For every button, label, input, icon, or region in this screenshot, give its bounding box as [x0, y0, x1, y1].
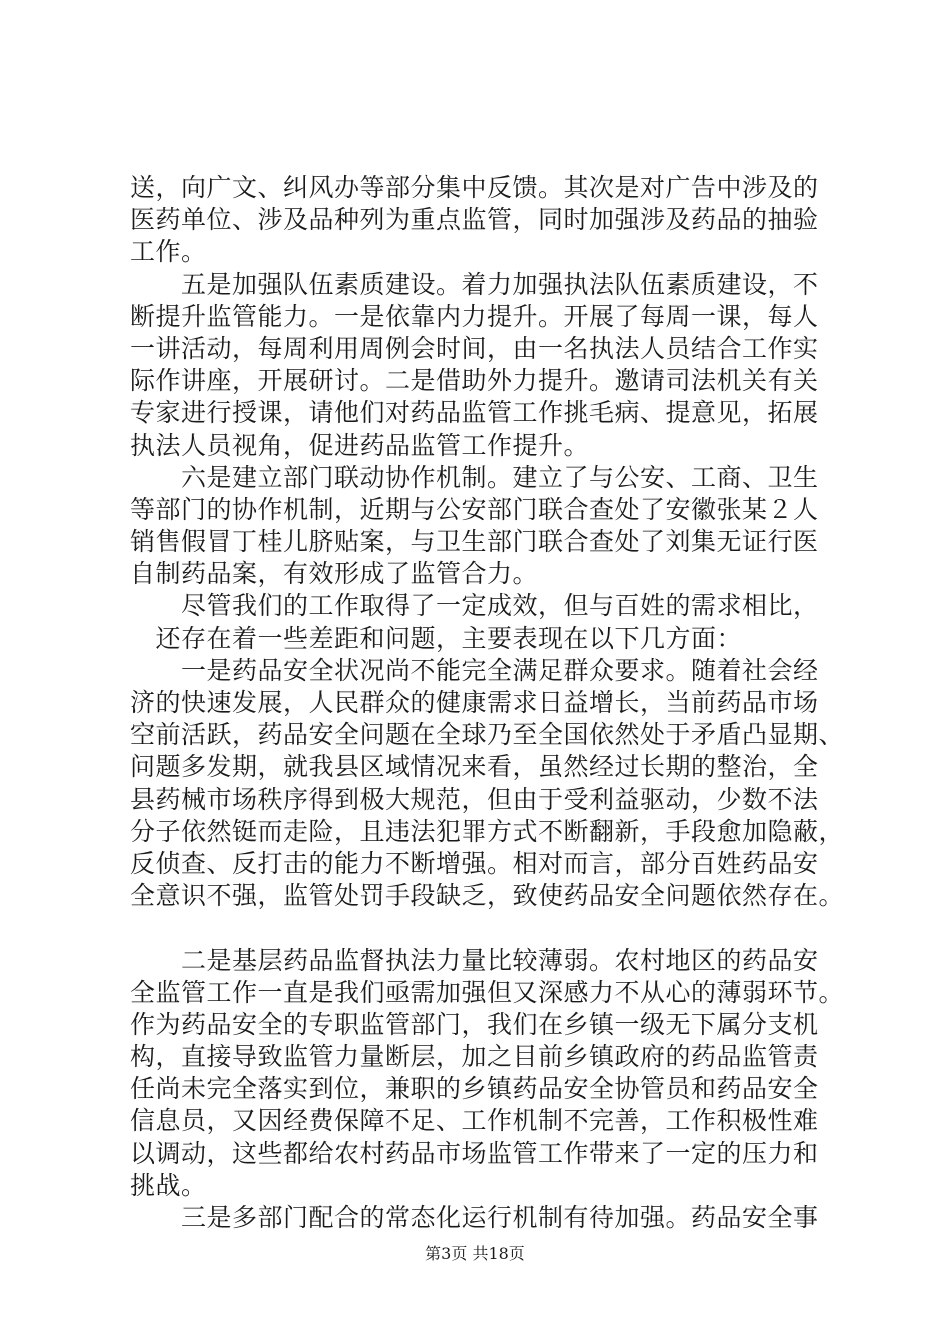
text-line: 医药单位、涉及品种列为重点监管，同时加强涉及药品的抽验: [130, 205, 819, 235]
text-line: 二是基层药品监督执法力量比较薄弱。农村地区的药品安: [130, 945, 819, 975]
text-line: 以调动，这些都给农村药品市场监管工作带来了一定的压力和: [130, 1138, 819, 1168]
text-line: 全意识不强，监管处罚手段缺乏，致使药品安全问题依然存在。: [130, 881, 845, 911]
text-line: 分子依然铤而走险，且违法犯罪方式不断翻新，手段愈加隐蔽，: [130, 816, 845, 846]
page-footer: [0, 1242, 950, 1266]
text-line: 自制药品案，有效形成了监管合力。: [130, 559, 539, 589]
text-line: 反侦查、反打击的能力不断增强。相对而言，部分百姓药品安: [130, 848, 819, 878]
text-line: 还存在着一些差距和问题，主要表现在以下几方面：: [130, 623, 743, 653]
text-line: 济的快速发展，人民群众的健康需求日益增长，当前药品市场: [130, 688, 819, 717]
text-line: 等部门的协作机制，近期与公安部门联合查处了安徽张某２人: [130, 494, 819, 524]
paragraph-gap: [130, 912, 840, 944]
text-line: 信息员，又因经费保障不足、工作机制不完善，工作积极性难: [130, 1106, 819, 1136]
text-line: 尽管我们的工作取得了一定成效，但与百姓的需求相比，: [130, 591, 819, 621]
text-line: 全监管工作一直是我们亟需加强但又深感力不从心的薄弱环节。: [130, 977, 845, 1007]
text-line: 一讲活动，每周利用周例会时间，由一名执法人员结合工作实: [130, 333, 819, 363]
text-line: 空前活跃，药品安全问题在全球乃至全国依然处于矛盾凸显期、: [130, 720, 845, 750]
text-line: 际作讲座，开展研讨。二是借助外力提升。邀请司法机关有关: [130, 366, 819, 396]
text-line: 构，直接导致监管力量断层，加之目前乡镇政府的药品监管责: [130, 1042, 819, 1072]
text-line: 作为药品安全的专职监管部门，我们在乡镇一级无下属分支机: [130, 1009, 819, 1039]
text-line: 执法人员视角，促进药品监管工作提升。: [130, 430, 590, 460]
text-line: 销售假冒丁桂儿脐贴案，与卫生部门联合查处了刘集无证行医: [130, 527, 819, 557]
text-line: 一是药品安全状况尚不能完全满足群众要求。随着社会经: [130, 655, 819, 685]
text-line: 六是建立部门联动协作机制。建立了与公安、工商、卫生: [130, 462, 819, 492]
body-text: [130, 172, 845, 1234]
text-line: 任尚未完全落实到位，兼职的乡镇药品安全协管员和药品安全: [130, 1074, 819, 1104]
text-line: 县药械市场秩序得到极大规范，但由于受利益驱动，少数不法: [130, 784, 819, 814]
text-line: 问题多发期，就我县区域情况来看，虽然经过长期的整治，全: [130, 752, 819, 782]
text-line: 断提升监管能力。一是依靠内力提升。开展了每周一课，每人: [130, 301, 819, 331]
text-line: 工作。: [130, 237, 207, 267]
text-line: 五是加强队伍素质建设。着力加强执法队伍素质建设，不: [130, 269, 819, 299]
text-line: 送，向广文、纠风办等部分集中反馈。其次是对广告中涉及的: [130, 173, 819, 202]
text-line: 专家进行授课，请他们对药品监管工作挑毛病、提意见，拓展: [130, 398, 819, 428]
text-line: 三是多部门配合的常态化运行机制有待加强。药品安全事: [130, 1203, 819, 1232]
page-number-label: 第3页 共18页: [425, 1244, 525, 1263]
text-line: 挑战。: [130, 1170, 207, 1200]
